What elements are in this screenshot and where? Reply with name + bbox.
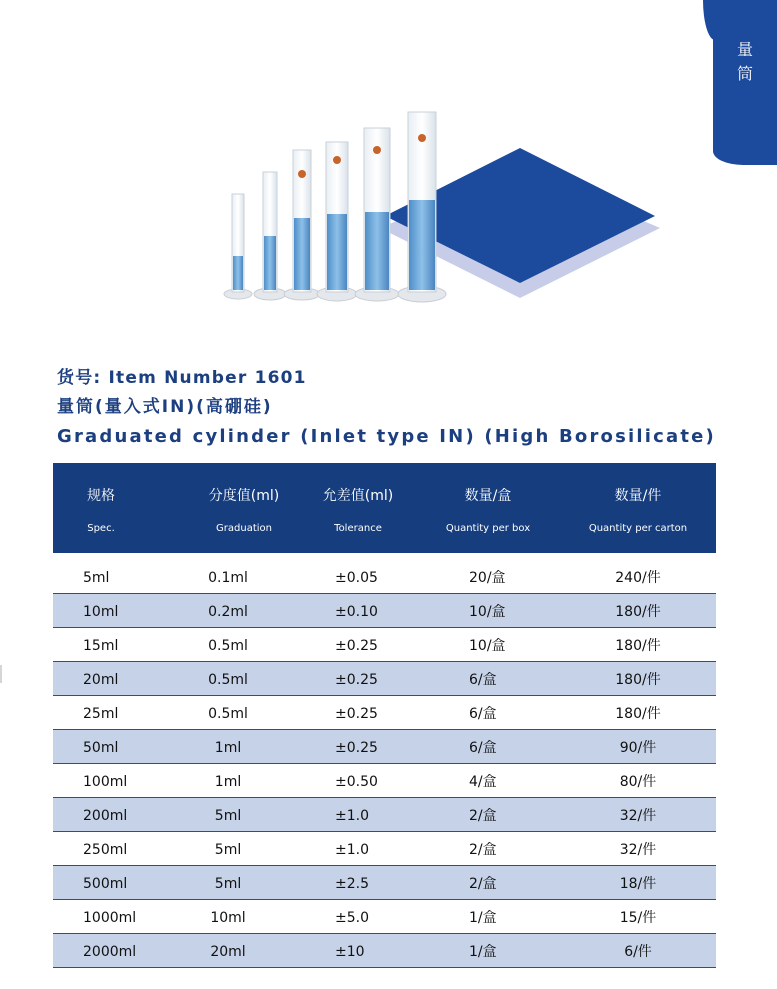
cell-spec: 500ml	[83, 876, 128, 892]
cell-qty-box: 20/盒	[469, 570, 506, 586]
cell-graduation: 10ml	[210, 910, 246, 926]
header-qty-box-en: Quantity per box	[445, 523, 531, 534]
table-row	[53, 934, 716, 968]
cell-qty-box: 2/盒	[469, 808, 497, 824]
cell-tolerance: ±10	[335, 944, 365, 960]
cell-tolerance: ±0.25	[335, 706, 378, 722]
cell-spec: 15ml	[83, 638, 119, 654]
category-tab-curve	[703, 0, 715, 40]
category-tab-char-1: 量	[736, 40, 753, 59]
cell-graduation: 1ml	[214, 774, 242, 790]
cell-tolerance: ±2.5	[335, 876, 369, 892]
page-edge-mark	[0, 665, 2, 683]
product-headings	[57, 364, 737, 452]
cell-spec: 5ml	[83, 570, 110, 586]
cylinder-5ml	[224, 194, 252, 299]
cell-graduation: 0.1ml	[208, 570, 248, 586]
table-row	[53, 628, 716, 662]
category-tab-label	[713, 38, 777, 86]
cell-qty-carton: 240/件	[615, 570, 661, 586]
cell-tolerance: ±1.0	[335, 808, 369, 824]
cell-qty-carton: 180/件	[615, 706, 661, 722]
cell-qty-box: 10/盒	[469, 638, 506, 654]
table-row	[53, 730, 716, 764]
cell-qty-box: 6/盒	[469, 672, 497, 688]
cell-qty-carton: 18/件	[619, 876, 657, 892]
cell-spec: 1000ml	[83, 910, 137, 926]
header-spec-cn: 规格	[87, 488, 115, 504]
table-row	[53, 594, 716, 628]
graduated-cylinders-illustration	[220, 108, 660, 308]
cell-graduation: 0.2ml	[208, 604, 248, 620]
table-row	[53, 696, 716, 730]
cell-qty-box: 10/盒	[469, 604, 506, 620]
cell-spec: 2000ml	[83, 944, 137, 960]
cell-qty-carton: 180/件	[615, 604, 661, 620]
cell-graduation: 0.5ml	[208, 706, 248, 722]
cell-spec: 25ml	[83, 706, 119, 722]
title-chinese: 量筒(量入式IN)(高硼硅)	[57, 397, 273, 417]
cell-qty-box: 6/盒	[469, 706, 497, 722]
header-qty-carton-en: Quantity per carton	[588, 523, 688, 534]
header-graduation-en: Graduation	[216, 523, 272, 534]
category-tab-char-2: 筒	[736, 64, 753, 83]
header-qty-carton-cn: 数量/件	[614, 488, 662, 504]
product-image	[220, 108, 660, 308]
cell-spec: 200ml	[83, 808, 128, 824]
header-tolerance-cn: 允差值(ml)	[322, 488, 394, 504]
cylinder-25ml	[284, 150, 320, 300]
cell-spec: 100ml	[83, 774, 128, 790]
cell-tolerance: ±0.25	[335, 672, 378, 688]
cell-tolerance: ±0.25	[335, 638, 378, 654]
category-tab	[713, 0, 777, 165]
title-english: Graduated cylinder (Inlet type IN) (High Borosilicate)	[57, 426, 716, 447]
table-row	[53, 832, 716, 866]
header-spec-en: Spec.	[87, 523, 115, 534]
cell-graduation: 20ml	[210, 944, 246, 960]
item-number: 货号: Item Number 1601	[57, 368, 307, 388]
cell-tolerance: ±0.25	[335, 740, 378, 756]
cell-tolerance: ±0.10	[335, 604, 378, 620]
table-row	[53, 764, 716, 798]
cell-tolerance: ±1.0	[335, 842, 369, 858]
cell-qty-carton: 32/件	[619, 842, 657, 858]
table-row	[53, 662, 716, 696]
cell-qty-box: 1/盒	[469, 910, 497, 926]
table-body	[53, 560, 716, 968]
cell-qty-carton: 80/件	[619, 774, 657, 790]
cell-qty-carton: 32/件	[619, 808, 657, 824]
cell-graduation: 1ml	[214, 740, 242, 756]
header-qty-box-cn: 数量/盒	[464, 488, 512, 504]
header-graduation-cn: 分度值(ml)	[208, 488, 280, 504]
cell-qty-box: 6/盒	[469, 740, 497, 756]
cylinder-10ml	[254, 172, 286, 300]
cell-qty-carton: 6/件	[624, 944, 652, 960]
cell-qty-box: 1/盒	[469, 944, 497, 960]
cell-spec: 50ml	[83, 740, 119, 756]
cell-tolerance: ±5.0	[335, 910, 369, 926]
cylinder-100ml	[317, 142, 357, 301]
cell-qty-box: 2/盒	[469, 842, 497, 858]
cell-qty-box: 2/盒	[469, 876, 497, 892]
header-tolerance-en: Tolerance	[334, 523, 382, 534]
cell-qty-box: 4/盒	[469, 774, 497, 790]
cell-graduation: 0.5ml	[208, 672, 248, 688]
cell-qty-carton: 180/件	[615, 638, 661, 654]
cell-graduation: 0.5ml	[208, 638, 248, 654]
cell-graduation: 5ml	[214, 842, 242, 858]
cell-qty-carton: 15/件	[619, 910, 657, 926]
cell-spec: 20ml	[83, 672, 119, 688]
cell-qty-carton: 180/件	[615, 672, 661, 688]
cell-spec: 10ml	[83, 604, 119, 620]
cell-graduation: 5ml	[214, 808, 242, 824]
table-row	[53, 900, 716, 934]
cell-tolerance: ±0.50	[335, 774, 378, 790]
cell-tolerance: ±0.05	[335, 570, 378, 586]
table-row	[53, 866, 716, 900]
table-header	[53, 463, 716, 553]
spec-table	[53, 463, 716, 968]
table-row	[53, 560, 716, 594]
cell-qty-carton: 90/件	[619, 740, 657, 756]
cell-graduation: 5ml	[214, 876, 242, 892]
table-row	[53, 798, 716, 832]
cell-spec: 250ml	[83, 842, 128, 858]
